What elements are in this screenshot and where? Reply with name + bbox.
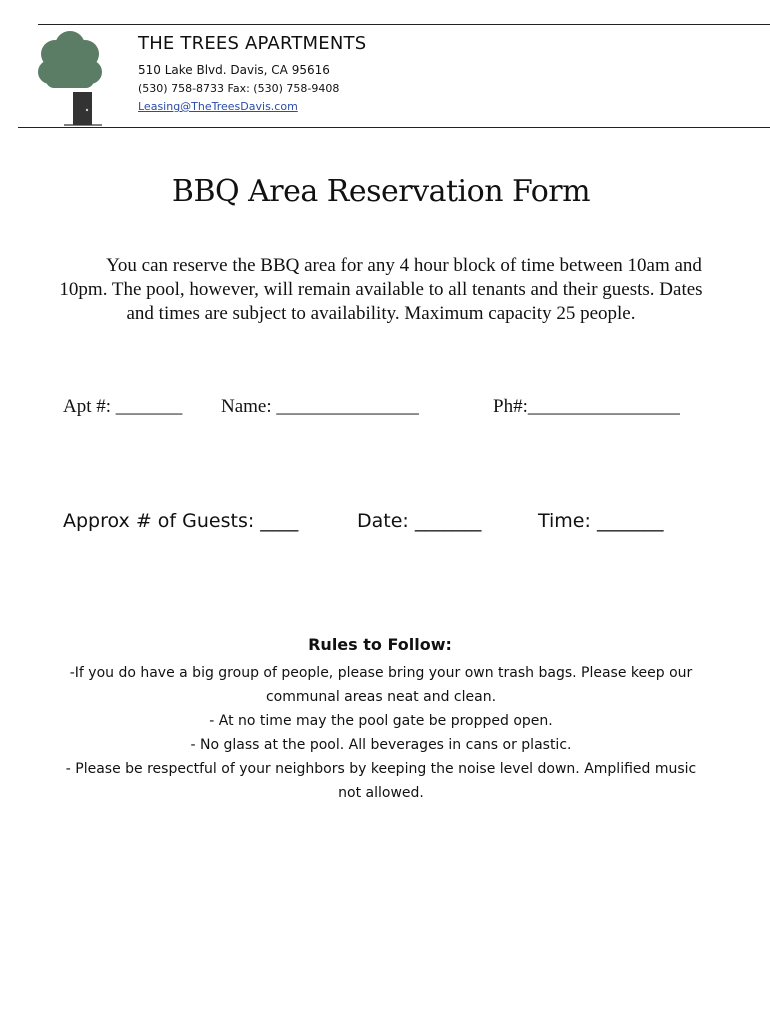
guests-field[interactable]: Approx # of Guests: ____ xyxy=(63,510,299,532)
phone-field[interactable]: Ph#:________________ xyxy=(493,396,680,417)
company-name: THE TREES APARTMENTS xyxy=(138,33,367,54)
intro-text: You can reserve the BBQ area for any 4 hour block of time between 10am and 10pm. The pool, however, will remain available to all tenants and their guests. Dates and times are subject to availability. Maximum capacity 25 people. xyxy=(59,255,703,324)
date-field[interactable]: Date: _______ xyxy=(357,510,482,532)
rule-item: - No glass at the pool. All beverages in cans or plastic. xyxy=(190,737,572,753)
rule-item: - Please be respectful of your neighbors by keeping the noise level down. Amplified music not allowed. xyxy=(65,761,697,801)
header-bottom-rule xyxy=(18,127,770,128)
time-field[interactable]: Time: _______ xyxy=(538,510,664,532)
company-phone-fax: (530) 758-8733 Fax: (530) 758-9408 xyxy=(138,82,340,95)
rule-item: - At no time may the pool gate be propped open. xyxy=(209,713,553,729)
rules-list xyxy=(56,661,706,805)
tree-door-logo-icon xyxy=(38,30,102,128)
apt-field[interactable]: Apt #: _______ xyxy=(63,396,183,417)
intro-paragraph xyxy=(56,254,706,326)
email-link[interactable]: Leasing@TheTreesDavis.com xyxy=(138,100,298,113)
form-title: BBQ Area Reservation Form xyxy=(171,174,591,209)
company-address: 510 Lake Blvd. Davis, CA 95616 xyxy=(138,63,330,77)
name-field[interactable]: Name: _______________ xyxy=(221,396,419,417)
rule-item: -If you do have a big group of people, please bring your own trash bags. Please keep our communal areas neat and clean. xyxy=(69,665,693,705)
rules-heading: Rules to Follow: xyxy=(308,635,452,654)
header-top-rule xyxy=(38,24,770,25)
